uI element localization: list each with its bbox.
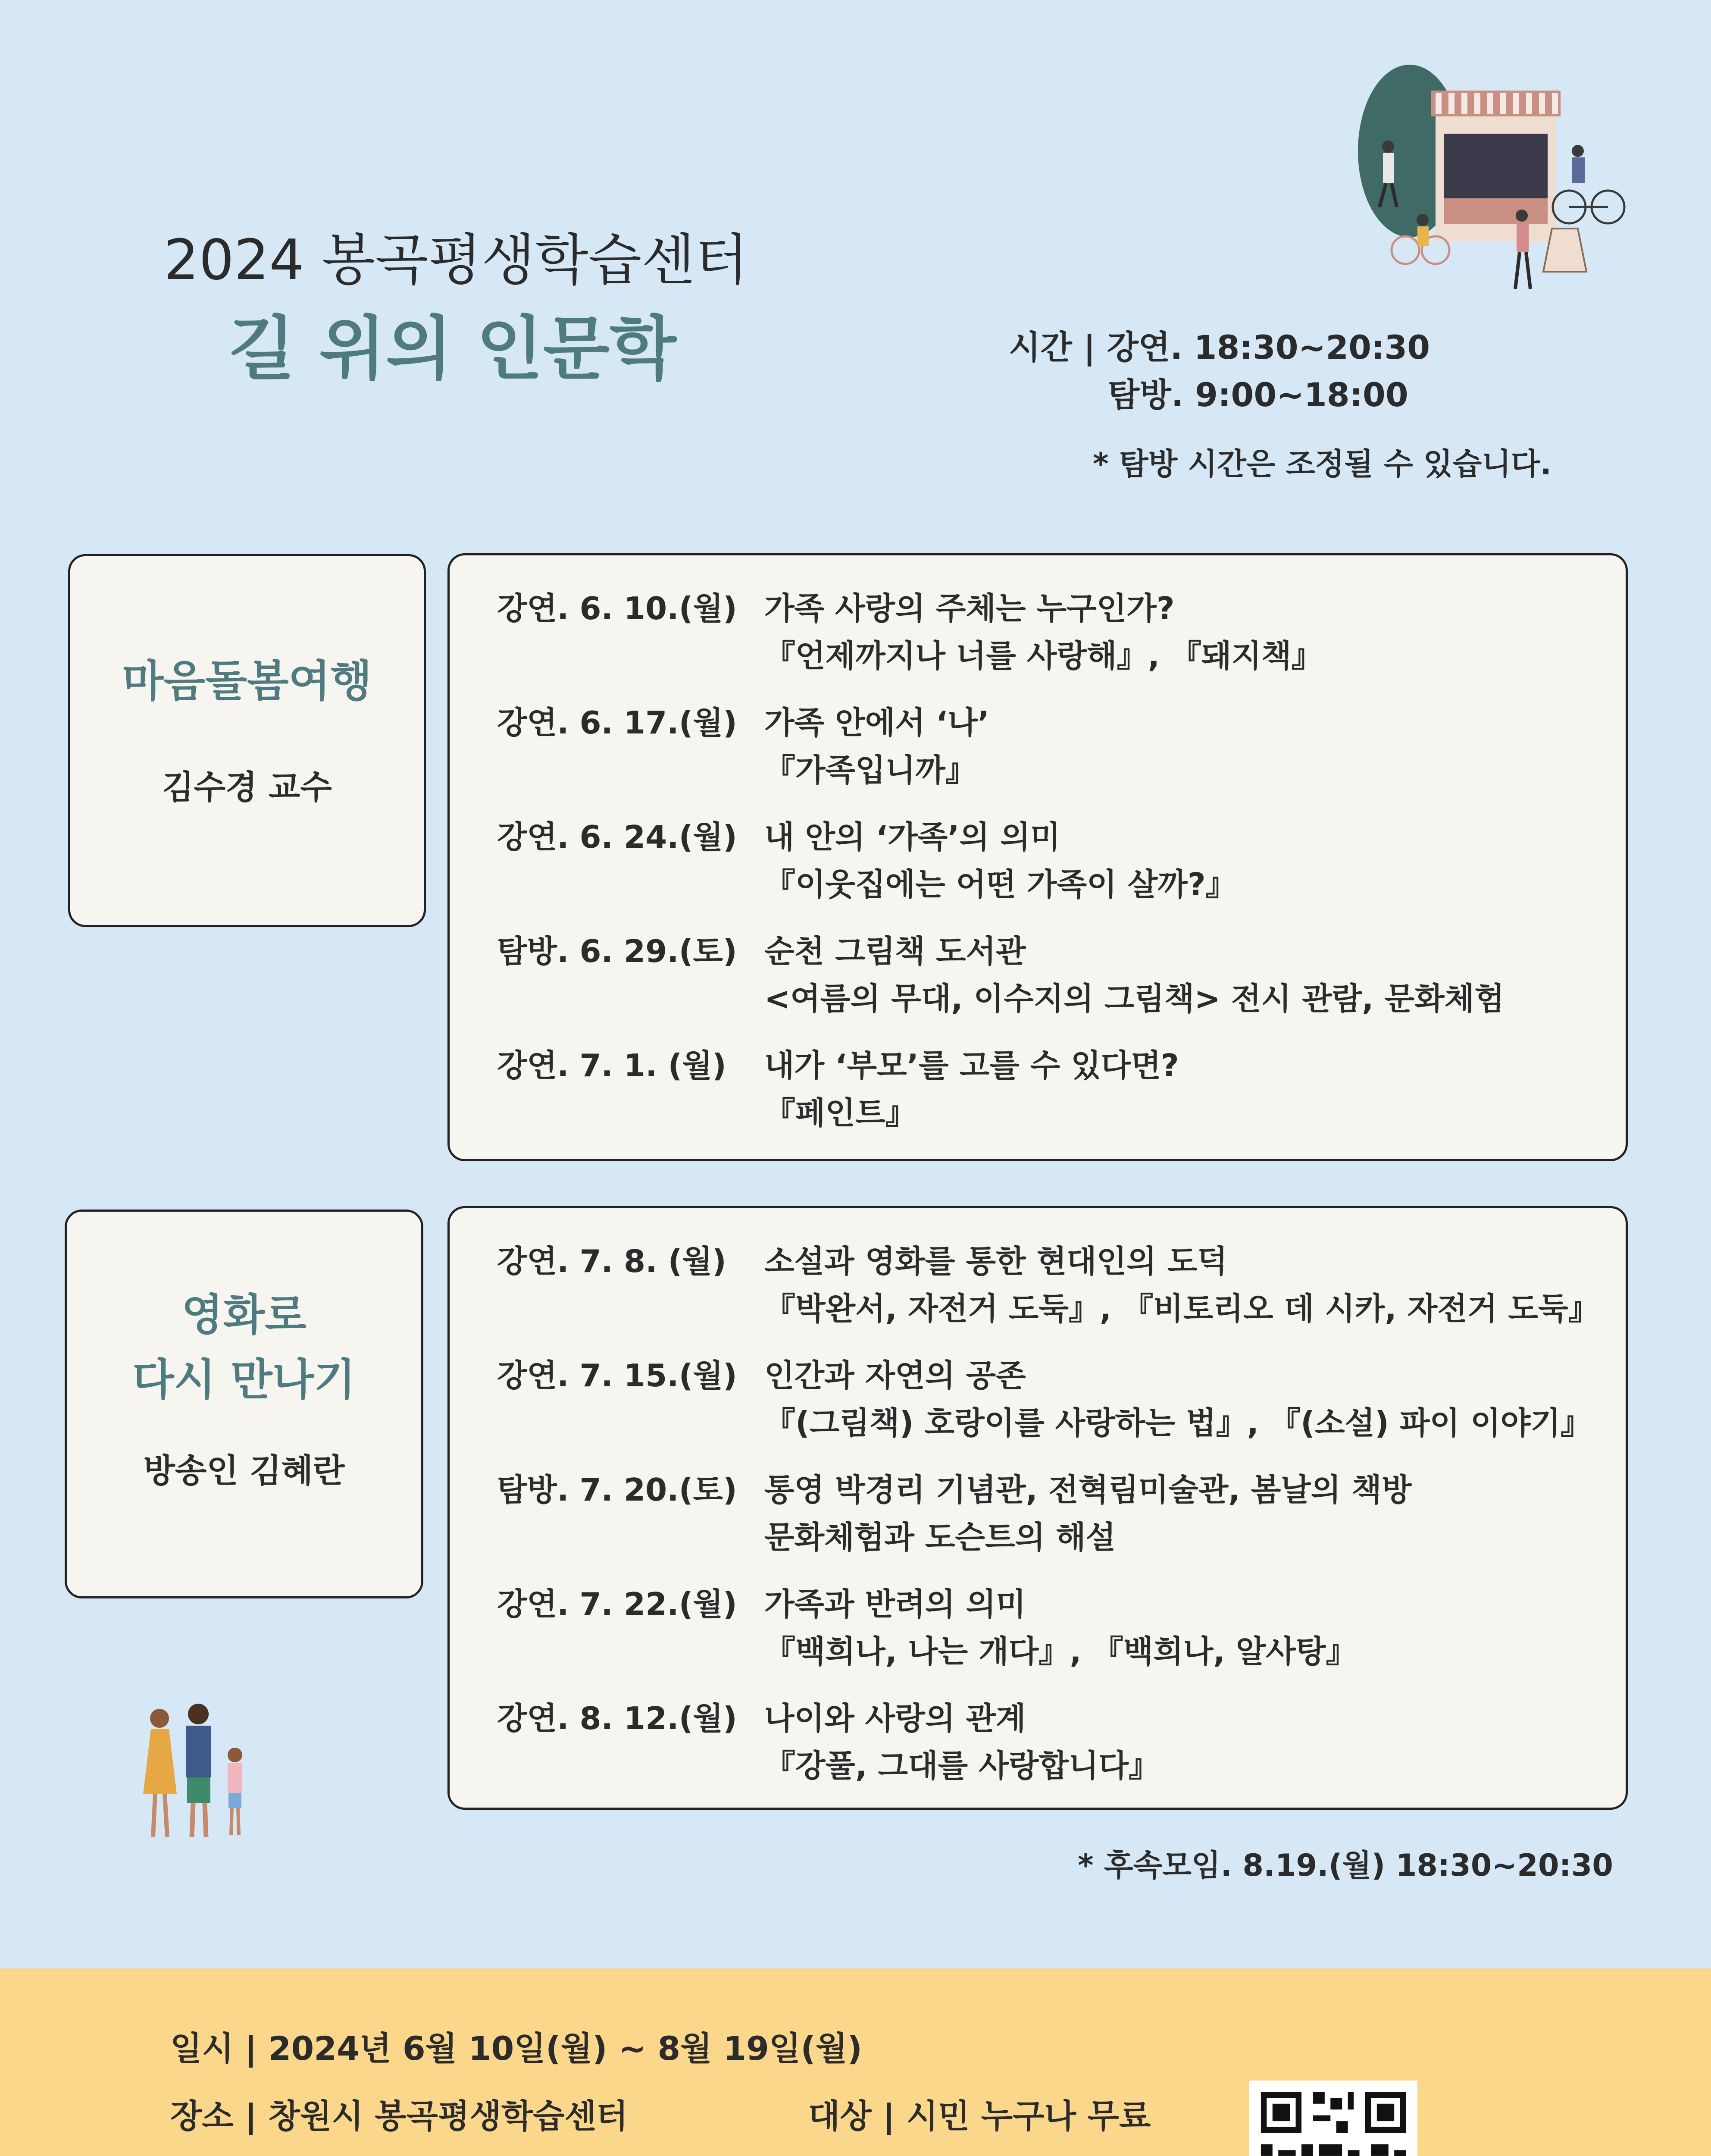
schedule-book: 『박완서, 자전거 도둑』, 『비토리오 데 시카, 자전거 도둑』	[764, 1291, 1599, 1327]
schedule-box-2	[447, 1206, 1628, 1810]
followup-note: * 후속모임. 8.19.(월) 18:30~20:30	[1078, 1848, 1613, 1883]
schedule-date: 강연. 6. 10.(월)	[497, 590, 737, 627]
street-shop-illustration	[1328, 47, 1638, 302]
schedule-topic: 가족 안에서 ‘나’	[764, 705, 990, 741]
qr-code[interactable]	[1249, 2081, 1417, 2156]
schedule-topic: 인간과 자연의 공존	[764, 1357, 1026, 1394]
program-title-line: 다시 만나기	[132, 1354, 356, 1405]
schedule-date: 강연. 7. 22.(월)	[497, 1586, 737, 1622]
program-speaker-2: 방송인 김혜란	[143, 1451, 345, 1490]
schedule-topic: 순천 그림책 도서관	[764, 933, 1026, 969]
schedule-date: 강연. 8. 12.(월)	[497, 1700, 737, 1736]
schedule-date: 강연. 6. 17.(월)	[497, 705, 737, 741]
schedule-book: 『이웃집에는 어떤 가족이 살까?』	[764, 866, 1237, 903]
event-title: 길 위의 인문학	[228, 308, 676, 389]
schedule-topic: 내 안의 ‘가족’의 의미	[764, 819, 1060, 855]
schedule-topic: 가족 사랑의 주체는 누구인가?	[764, 590, 1175, 627]
event-period: 일시 | 2024년 6월 10일(월) ~ 8월 19일(월)	[170, 2029, 863, 2068]
schedule-date: 강연. 7. 8. (월)	[497, 1243, 726, 1279]
time-note: * 탐방 시간은 조정될 수 있습니다.	[1093, 446, 1552, 482]
schedule-date: 강연. 7. 1. (월)	[497, 1047, 726, 1084]
family-illustration	[129, 1699, 259, 1846]
program-label-box-1	[68, 554, 426, 927]
program-title-line: 마음돌봄여행	[122, 656, 372, 706]
schedule-book: <여름의 무대, 이수지의 그림책> 전시 관람, 문화체험	[764, 981, 1505, 1017]
program-label-box-2	[65, 1210, 423, 1598]
schedule-book: 『가족입니까』	[764, 752, 976, 788]
event-place: 장소 | 창원시 봉곡평생학습센터	[170, 2097, 628, 2135]
time-tour: 탐방. 9:00~18:00	[1108, 376, 1408, 414]
program-title-line: 영화로	[181, 1290, 307, 1340]
schedule-topic: 내가 ‘부모’를 고를 수 있다면?	[764, 1047, 1179, 1084]
time-lecture: 시간 | 강연. 18:30~20:30	[1009, 328, 1430, 367]
schedule-topic: 통영 박경리 기념관, 전혁림미술관, 봄날의 책방	[764, 1472, 1412, 1508]
schedule-book: 『언제까지나 너를 사랑해』, 『돼지책』	[764, 638, 1323, 674]
program-title-1	[70, 649, 424, 714]
event-subtitle: 2024 봉곡평생학습센터	[164, 228, 748, 292]
schedule-book: 『(그림책) 호랑이를 사랑하는 법』, 『(소설) 파이 이야기』	[764, 1405, 1592, 1441]
schedule-date: 탐방. 7. 20.(토)	[497, 1472, 737, 1508]
schedule-topic: 가족과 반려의 의미	[764, 1586, 1026, 1622]
schedule-box-1	[447, 553, 1628, 1161]
schedule-book: 『강풀, 그대를 사랑합니다』	[764, 1748, 1160, 1784]
program-title-2	[67, 1283, 421, 1412]
schedule-book: 『백희나, 나는 개다』, 『백희나, 알사탕』	[764, 1633, 1357, 1670]
program-speaker-1: 김수경 교수	[162, 768, 332, 806]
schedule-topic: 나이와 사랑의 관계	[764, 1700, 1026, 1736]
schedule-book: 『페인트』	[764, 1095, 916, 1131]
footer-info-panel	[0, 1968, 1711, 2156]
event-target: 대상 | 시민 누구나 무료	[808, 2097, 1151, 2135]
schedule-topic: 소설과 영화를 통한 현대인의 도덕	[764, 1243, 1227, 1279]
schedule-book: 문화체험과 도슨트의 해설	[764, 1519, 1116, 1555]
schedule-date: 강연. 7. 15.(월)	[497, 1357, 737, 1394]
schedule-date: 탐방. 6. 29.(토)	[497, 933, 737, 969]
qr-code-icon	[1249, 2081, 1417, 2156]
schedule-date: 강연. 6. 24.(월)	[497, 819, 737, 855]
